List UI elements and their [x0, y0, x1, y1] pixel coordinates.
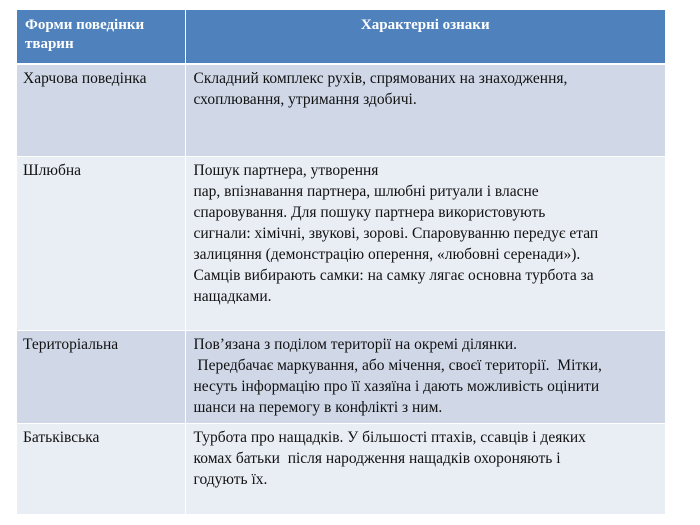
characteristics-line: нащадками.	[193, 287, 272, 305]
characteristics-line: залицяння (демонстрацію оперення, «любовні серенади»).	[193, 245, 581, 263]
table-row-mating	[17, 156, 665, 330]
characteristics-line: пар, впізнавання партнера, шлюбні ритуали і власне	[193, 182, 539, 200]
characteristics-line: шанси на перемогу в конфлікті з ним.	[193, 398, 443, 416]
characteristics-line: Складний комплекс рухів, спрямованих на знаходження,	[193, 70, 568, 87]
characteristics-line: Турбота про нащадків. У більшості птахів, ссавців і деяких	[193, 428, 586, 446]
behavior-table-container	[17, 10, 665, 515]
behavior-form-cell: Батьківська	[17, 423, 185, 514]
table-row-parental	[17, 423, 665, 514]
characteristics-line: Передбачає маркування, або мічення, своєї території. Мітки,	[193, 356, 602, 374]
table-row-territorial	[17, 330, 665, 423]
characteristics-line: Пов’язана з поділом території на окремі ділянки.	[193, 335, 518, 353]
characteristics-cell	[185, 156, 665, 330]
characteristics-line: Самців вибирають самки: на самку лягає основна турбота за	[193, 266, 594, 284]
characteristics-cell	[185, 330, 665, 423]
characteristics-line: Пошук партнера, утворення	[193, 161, 379, 179]
characteristics-line: годують їх.	[193, 470, 268, 488]
characteristics-line: несуть інформацію про її хазяїна і дають можливість оцінити	[193, 377, 600, 395]
characteristics-line: схоплювання, утримання здобичі.	[193, 91, 417, 108]
header-characteristics: Характерні ознаки	[185, 10, 665, 64]
behavior-form-cell: Територіальна	[17, 330, 185, 423]
characteristics-line: комах батьки після народження нащадків охороняють і	[193, 449, 561, 467]
table-row-feeding	[17, 64, 665, 156]
characteristics-cell	[185, 64, 665, 156]
characteristics-line: спаровування. Для пошуку партнера використовують	[193, 203, 546, 221]
behavior-form-cell: Шлюбна	[17, 156, 185, 330]
header-behavior-forms: Форми поведінки тварин	[17, 10, 185, 64]
behavior-form-cell: Харчова поведінка	[17, 64, 185, 156]
table-header-row	[17, 10, 665, 64]
characteristics-line: сигнали: хімічні, звукові, зорові. Спаровуванню передує етап	[193, 224, 599, 242]
behavior-forms-table	[17, 10, 665, 515]
characteristics-cell	[185, 423, 665, 514]
